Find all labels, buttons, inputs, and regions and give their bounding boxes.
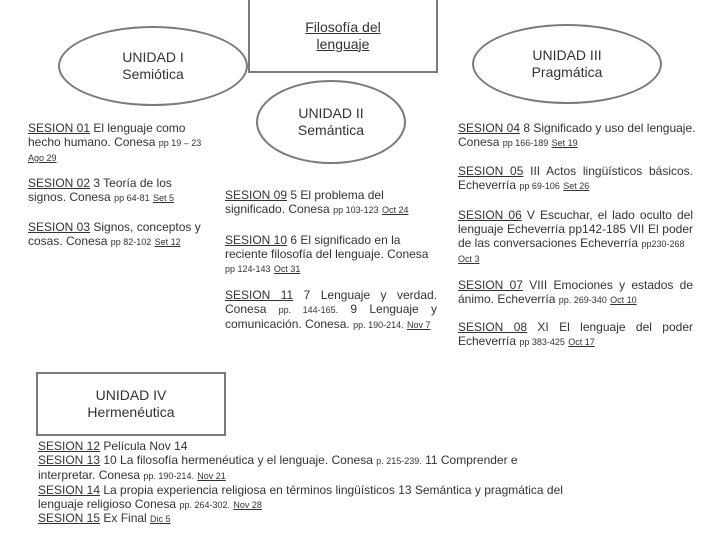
- session-03-date: Set 12: [154, 237, 181, 247]
- session-10-date: Oct 31: [273, 264, 301, 274]
- session-14-text: La propia experiencia religiosa en términos lingüísticos 13 Semántica y pragmática del lenguaje religioso Conesa: [38, 483, 563, 511]
- session-14-pages: pp. 264-302.: [179, 500, 230, 510]
- session-05-text: III Actos lingüísticos básicos. Echeverría: [458, 164, 693, 192]
- session-07-date: Oct 10: [610, 295, 637, 305]
- session-07: [458, 278, 693, 307]
- session-01-date: Ago 29: [28, 153, 57, 163]
- session-08: [458, 320, 693, 349]
- unidad-4-title: UNIDAD IV: [95, 387, 167, 403]
- unidad-3-subtitle: Pragmática: [531, 64, 603, 80]
- session-09-tag: SESION 09: [225, 188, 288, 202]
- session-09-text: 5 El problema del significado. Conesa: [225, 188, 384, 216]
- session-11-tag: SESION 11: [225, 288, 294, 302]
- session-09-pages: pp 103-123: [333, 205, 379, 215]
- session-14-date: Nov 28: [233, 500, 262, 510]
- session-03-tag: SESION 03: [28, 220, 91, 234]
- session-04-pages: pp 166-189: [502, 138, 549, 148]
- session-13: [38, 453, 568, 483]
- session-07-tag: SESION 07: [458, 278, 523, 292]
- session-11-text-2: 9 Lenguaje y comunicación. Conesa.: [225, 302, 437, 331]
- session-10-pages: pp 124-143: [225, 264, 271, 274]
- session-11-pages-2: pp. 190-214.: [353, 320, 404, 330]
- session-09-date: Oct 24: [381, 205, 409, 215]
- session-01-tag: SESION 01: [28, 121, 91, 135]
- session-13-text-2: 11 Comprender e interpretar. Conesa: [38, 453, 518, 482]
- session-09: [225, 188, 430, 217]
- session-14-tag: SESION 14: [38, 483, 101, 497]
- session-10-tag: SESION 10: [225, 233, 288, 247]
- session-14: [38, 483, 568, 512]
- session-03: [28, 220, 208, 249]
- session-12: [38, 439, 698, 453]
- unidad-3-ellipse: [472, 24, 662, 104]
- session-08-text: XI El lenguaje del poder Echeverría: [458, 320, 693, 348]
- main-topic-line2: lenguaje: [316, 35, 370, 52]
- session-13-tag: SESION 13: [38, 453, 101, 467]
- session-15-date: Dic 5: [150, 514, 171, 524]
- session-03-text: Signos, conceptos y cosas. Conesa: [28, 220, 201, 248]
- session-04-date: Set 19: [551, 138, 578, 148]
- session-02-date: Set 5: [152, 193, 174, 203]
- session-04: [458, 121, 698, 150]
- unidad-3-title: UNIDAD III: [532, 47, 602, 63]
- session-05: [458, 164, 693, 193]
- session-10-text: 6 El significado en la reciente filosofía del lenguaje. Conesa: [225, 233, 429, 261]
- unidad-4-subtitle: Hermenéutica: [87, 404, 175, 420]
- unidad-2-subtitle: Semántica: [297, 122, 365, 138]
- session-05-date: Set 26: [563, 181, 590, 191]
- philosophy-of-language-box: [248, 0, 438, 73]
- unidad-2-title: UNIDAD II: [298, 105, 364, 121]
- session-11-pages-1: pp. 144-165.: [278, 305, 339, 315]
- session-11: [225, 288, 437, 332]
- unidad-1-subtitle: Semiótica: [122, 66, 184, 82]
- session-13-pages-1: p. 215-239.: [376, 456, 422, 466]
- session-13-text: 10 La filosofía hermenéutica y el lenguaje. Conesa: [100, 453, 377, 467]
- session-06-tag: SESION 06: [458, 208, 522, 222]
- session-06: [458, 208, 693, 266]
- session-08-date: Oct 17: [568, 337, 595, 347]
- session-03-pages: pp 82-102: [110, 237, 152, 247]
- session-08-pages: pp 383-425: [519, 337, 565, 347]
- session-11-date: Nov 7: [406, 320, 431, 330]
- session-15-tag: SESION 15: [38, 511, 101, 525]
- session-12-text: Película Nov 14: [100, 439, 188, 453]
- session-06-pages: pp230-268: [641, 239, 685, 249]
- session-06-date: Oct 3: [458, 254, 480, 264]
- session-15: [38, 511, 568, 526]
- session-12-tag: SESION 12: [38, 439, 101, 453]
- session-02-pages: pp 64-81: [114, 193, 150, 203]
- session-02: [28, 176, 208, 205]
- session-02-tag: SESION 02: [28, 176, 91, 190]
- unidad-1-ellipse: [58, 26, 248, 106]
- session-08-tag: SESION 08: [458, 320, 528, 334]
- session-10: [225, 233, 435, 276]
- session-01-pages: pp 19 – 23: [158, 138, 202, 148]
- session-15-text: Ex Final: [100, 511, 151, 525]
- unidad-1-title: UNIDAD I: [122, 49, 184, 65]
- session-05-pages: pp 69-106: [519, 181, 560, 191]
- unidad-4-box: [36, 372, 226, 436]
- session-04-tag: SESION 04: [458, 121, 521, 135]
- session-07-text: VIII Emociones y estados de ánimo. Echeverría: [458, 278, 693, 306]
- session-01: [28, 121, 213, 165]
- session-06-text: V Escuchar, el lado oculto del lenguaje Echeverría pp142-185 VII El poder de las conversaciones Echeverría: [458, 208, 694, 250]
- session-13-date: Nov 21: [197, 471, 226, 481]
- session-11-text-1: 7 Lenguaje y verdad. Conesa: [225, 288, 438, 316]
- session-07-pages: pp. 269-340: [558, 295, 607, 305]
- session-04-text: 8 Significado y uso del lenguaje. Conesa: [458, 121, 696, 149]
- session-02-text: 3 Teoría de los signos. Conesa: [28, 176, 172, 204]
- session-01-text: El lenguaje como hecho humano. Conesa: [28, 121, 186, 149]
- main-topic-line1: Filosofía del: [305, 18, 381, 35]
- session-13-pages-2: pp. 190-214.: [143, 471, 194, 481]
- session-05-tag: SESION 05: [458, 164, 524, 178]
- unidad-2-ellipse: [256, 80, 406, 164]
